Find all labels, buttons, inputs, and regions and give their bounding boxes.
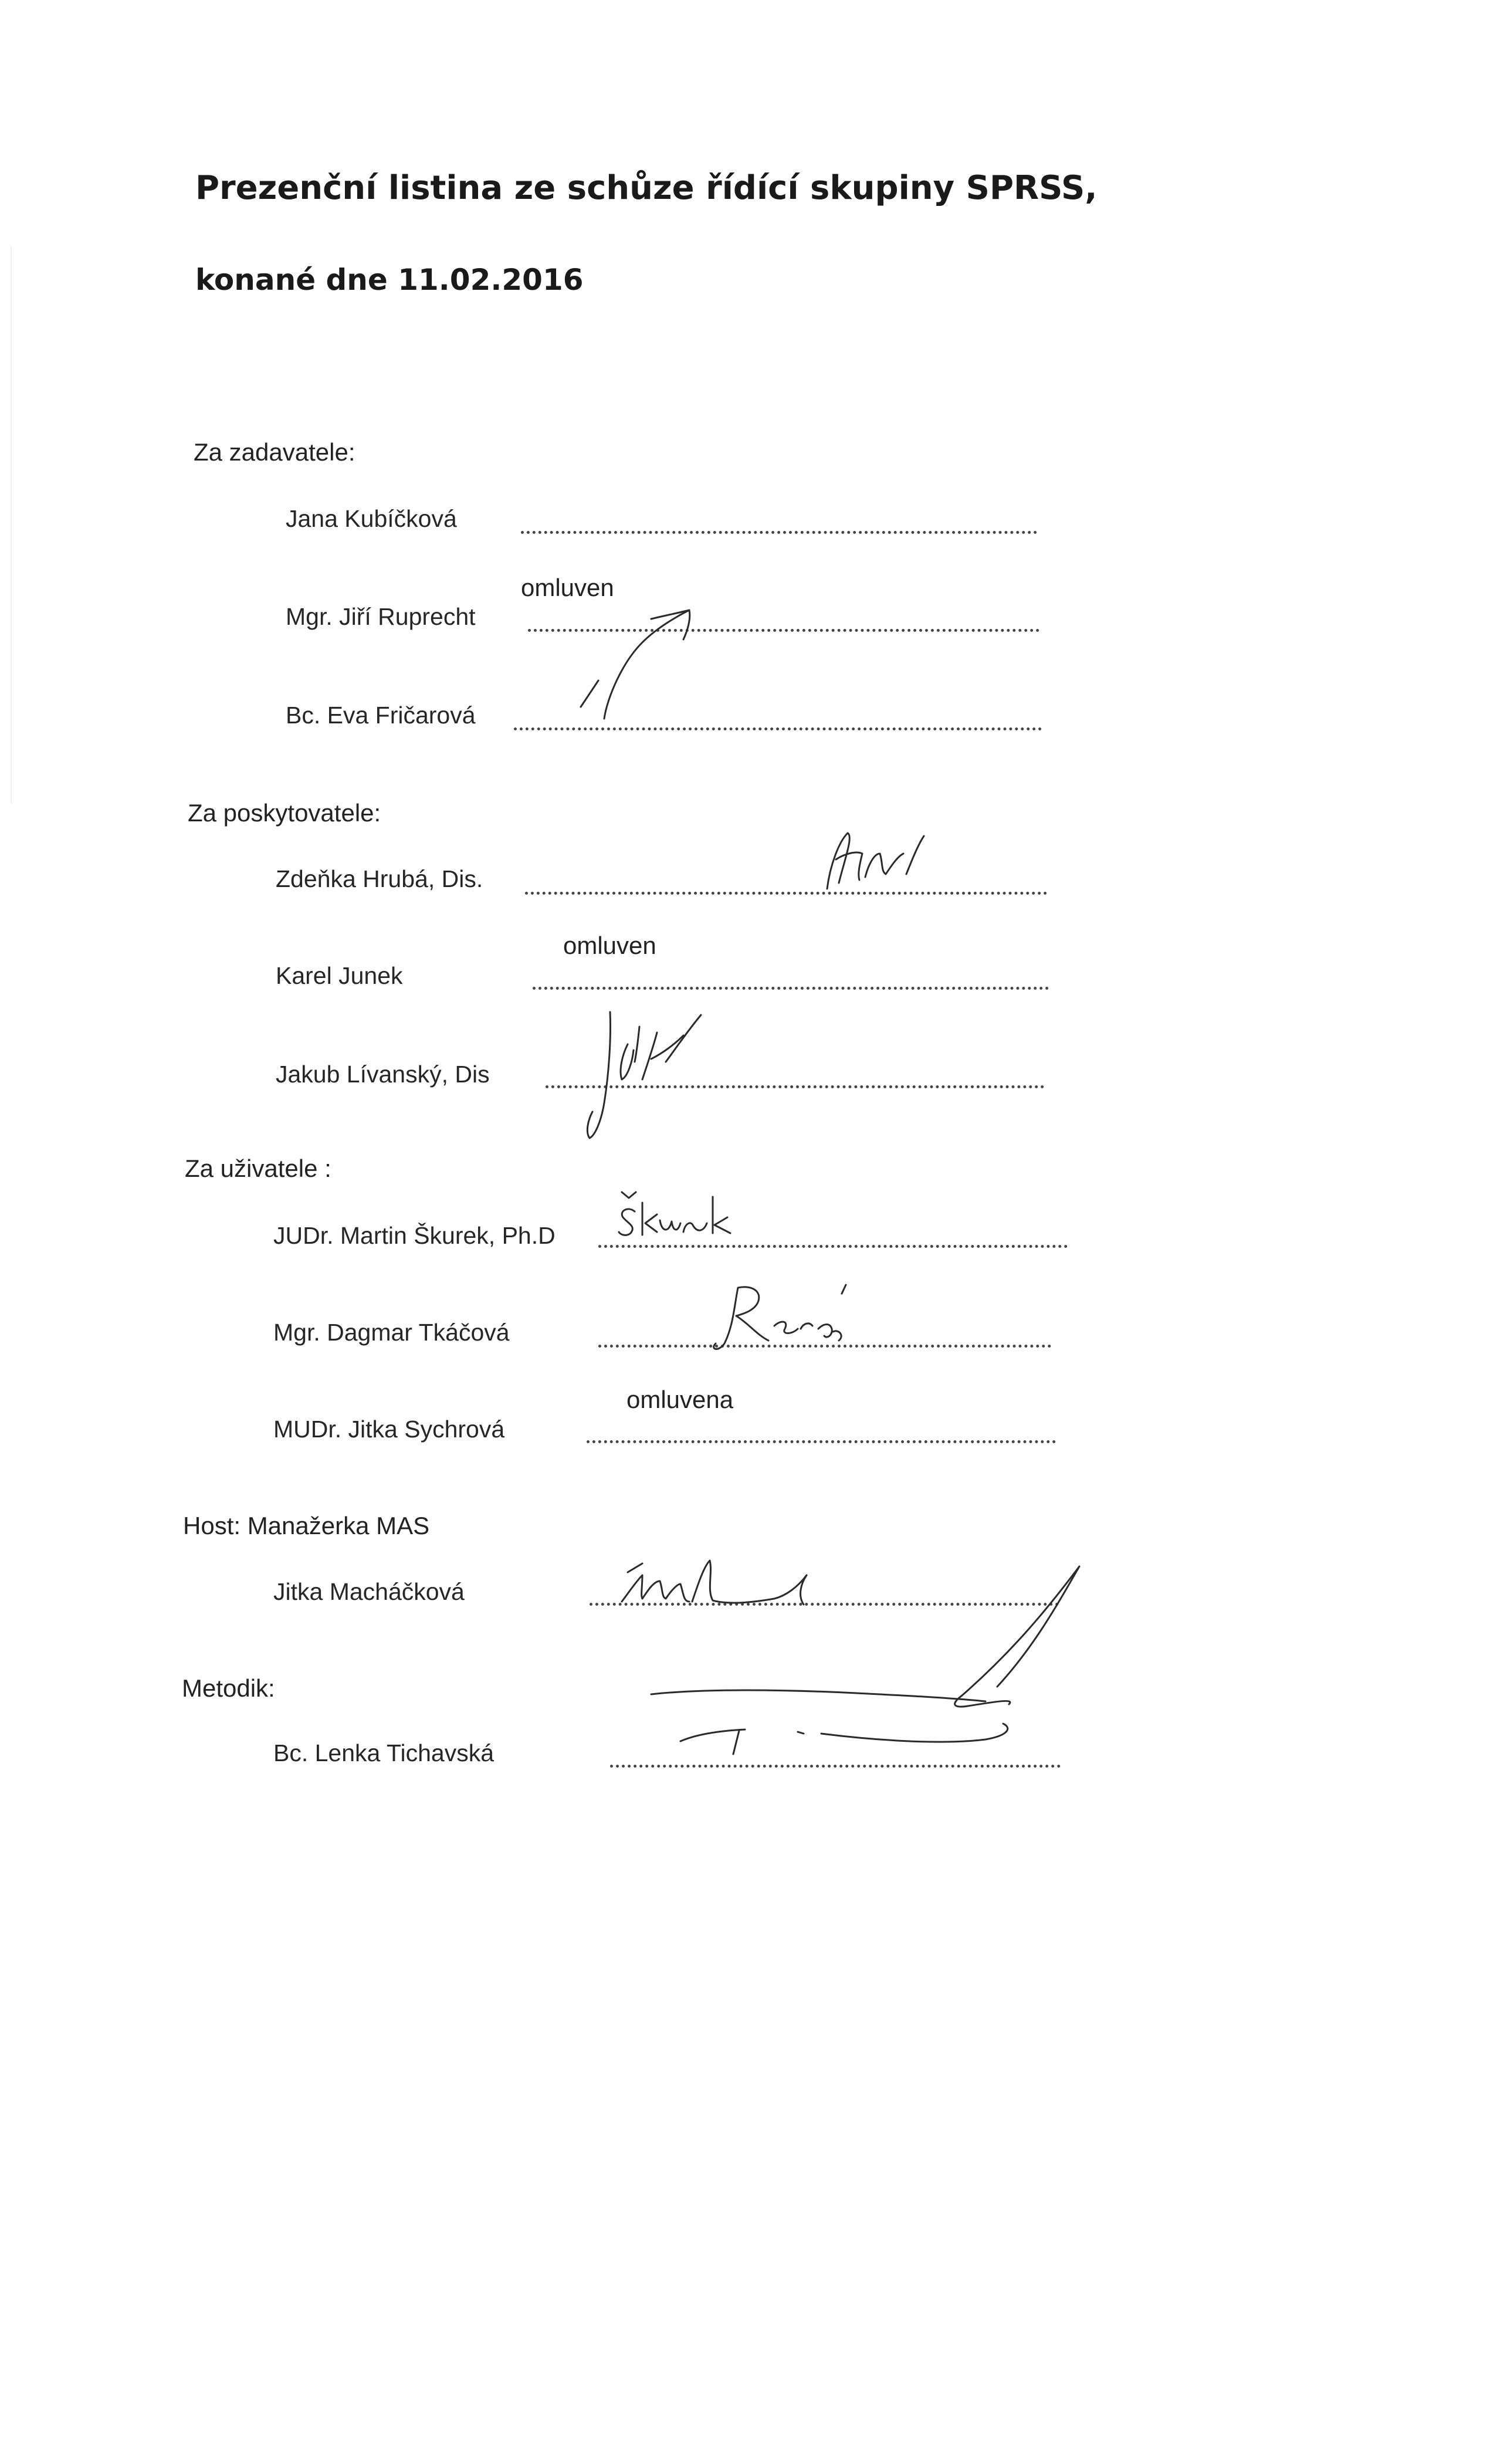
attendee-name: Jitka Macháčková [273, 1578, 465, 1605]
signature-skurek [610, 1179, 751, 1244]
excused-note: omluven [521, 574, 614, 601]
excused-note: omluven [563, 932, 656, 959]
signature-line [587, 1440, 1056, 1443]
section-heading-metodik: Metodik: [182, 1674, 275, 1702]
attendee-name: Bc. Lenka Tichavská [273, 1739, 495, 1766]
attendee-name: Jakub Lívanský, Dis [276, 1061, 490, 1088]
section-heading-host: Host: Manažerka MAS [183, 1512, 430, 1539]
attendee-name: Bc. Eva Fričarová [286, 702, 476, 729]
signature-livansky [563, 997, 716, 1150]
attendee-name: Jana Kubíčková [286, 505, 457, 532]
signature-fricarova [563, 593, 716, 733]
attendee-name: MUDr. Jitka Sychrová [273, 1416, 505, 1443]
signature-hruba [804, 818, 944, 901]
signature-tichavska [634, 1555, 1103, 1778]
attendee-name: Mgr. Jiří Ruprecht [286, 603, 476, 630]
attendee-name: Karel Junek [276, 962, 403, 989]
section-heading-poskytovatel: Za poskytovatele: [188, 799, 381, 827]
scan-edge-mark [11, 246, 12, 804]
document-subtitle: konané dne 11.02.2016 [195, 263, 584, 297]
attendee-name: Zdeňka Hrubá, Dis. [276, 865, 483, 892]
attendee-name: JUDr. Martin Škurek, Ph.D [273, 1222, 556, 1249]
signature-line [525, 892, 1047, 895]
section-heading-uzivatel: Za uživatele : [185, 1155, 331, 1182]
excused-note: omluvena [626, 1386, 734, 1413]
signature-line [598, 1245, 1068, 1248]
signature-line [533, 987, 1049, 990]
document-title: Prezenční listina ze schůze řídící skupiny SPRSS, [195, 169, 1098, 207]
signature-line [521, 531, 1037, 534]
attendee-name: Mgr. Dagmar Tkáčová [273, 1319, 510, 1346]
section-heading-zadavatel: Za zadavatele: [194, 438, 355, 466]
signature-tkacova [692, 1270, 880, 1358]
